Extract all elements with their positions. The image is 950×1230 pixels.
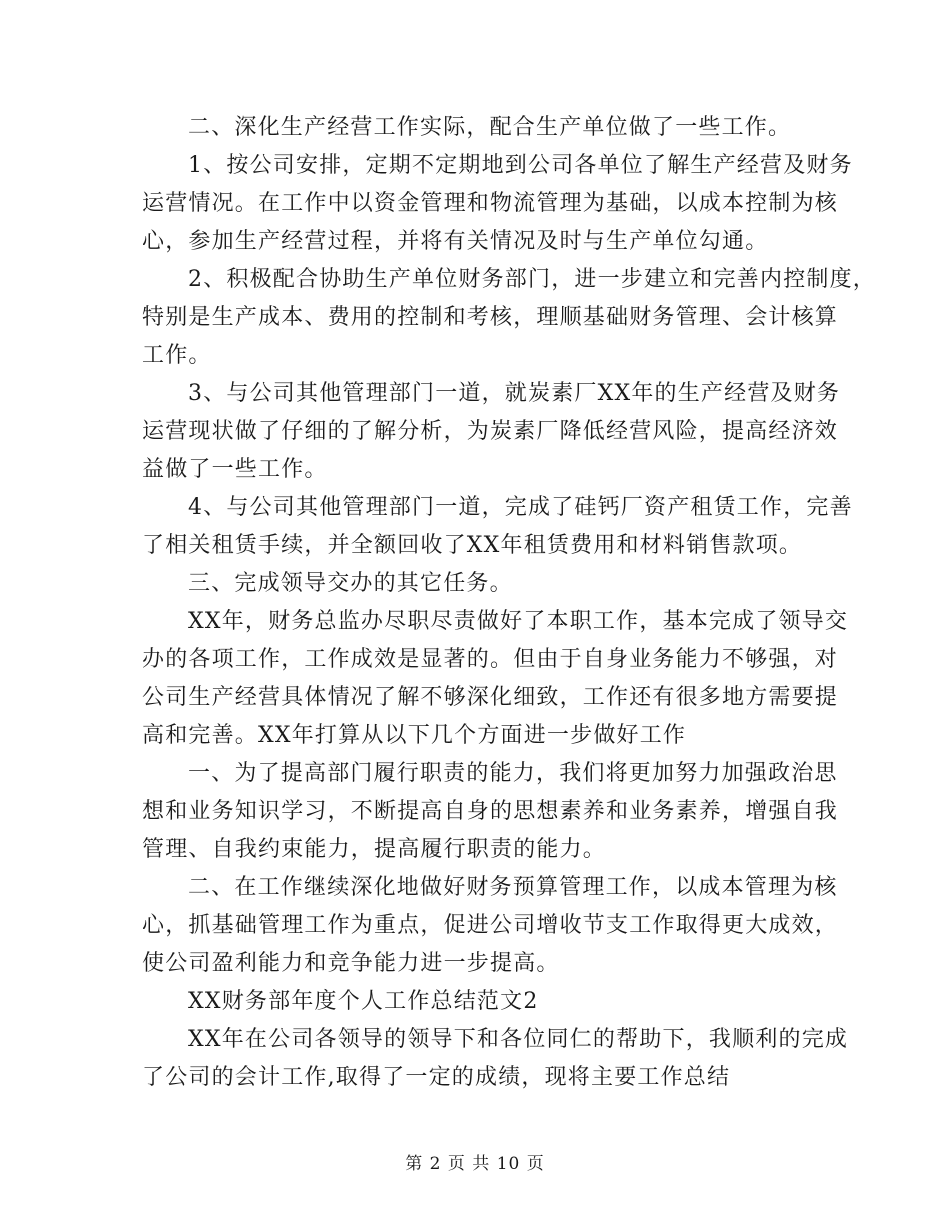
- text-line: 运营情况。在工作中以资金管理和物流管理为基础，以成本控制为核: [142, 191, 839, 216]
- text-line: 心，抓基础管理工作为重点，促进公司增收节支工作取得更大成效，: [142, 913, 839, 938]
- section-heading: XX财务部年度个人工作总结范文2: [188, 989, 539, 1014]
- text-line: 二、在工作继续深化地做好财务预算管理工作，以成本管理为核: [188, 875, 838, 900]
- text-line: 管理、自我约束能力，提高履行职责的能力。: [142, 837, 607, 862]
- text-line: 了公司的会计工作,取得了一定的成绩，现将主要工作总结: [142, 1065, 731, 1090]
- text-line: 2、积极配合协助生产单位财务部门，进一步建立和完善内控制度，: [188, 267, 876, 292]
- text-line: XX年，财务总监办尽职尽责做好了本职工作，基本完成了领导交: [188, 609, 849, 634]
- text-line: 3、与公司其他管理部门一道，就炭素厂XX年的生产经营及财务: [188, 381, 841, 406]
- text-line: 一、为了提高部门履行职责的能力，我们将更加努力加强政治思: [188, 761, 838, 786]
- text-line: 4、与公司其他管理部门一道，完成了硅钙厂资产租赁工作，完善: [188, 495, 853, 520]
- text-line: 运营现状做了仔细的了解分析，为炭素厂降低经营风险，提高经济效: [142, 419, 839, 444]
- text-line: 益做了一些工作。: [142, 457, 328, 482]
- text-line: 工作。: [142, 343, 212, 368]
- text-line: 高和完善。XX年打算从以下几个方面进一步做好工作: [142, 723, 687, 748]
- text-line: 特别是生产成本、费用的控制和考核，理顺基础财务管理、会计核算: [142, 305, 839, 330]
- text-line: 三、完成领导交办的其它任务。: [188, 571, 513, 596]
- text-line: 办的各项工作，工作成效是显著的。但由于自身业务能力不够强，对: [142, 647, 839, 672]
- text-line: 1、按公司安排，定期不定期地到公司各单位了解生产经营及财务: [188, 153, 853, 178]
- text-line: 公司生产经营具体情况了解不够深化细致，工作还有很多地方需要提: [142, 685, 839, 710]
- text-line: 想和业务知识学习，不断提高自身的思想素养和业务素养，增强自我: [142, 799, 839, 824]
- page-number-footer: 第 2 页 共 10 页: [405, 1154, 545, 1174]
- text-line: 二、深化生产经营工作实际，配合生产单位做了一些工作。: [188, 115, 792, 140]
- text-line: 心，参加生产经营过程，并将有关情况及时与生产单位勾通。: [142, 229, 769, 254]
- text-line: XX年在公司各领导的领导下和各位同仁的帮助下，我顺利的完成: [188, 1027, 849, 1052]
- text-line: 了相关租赁手续，并全额回收了XX年租赁费用和材料销售款项。: [142, 533, 803, 558]
- text-line: 使公司盈利能力和竞争能力进一步提高。: [142, 951, 560, 976]
